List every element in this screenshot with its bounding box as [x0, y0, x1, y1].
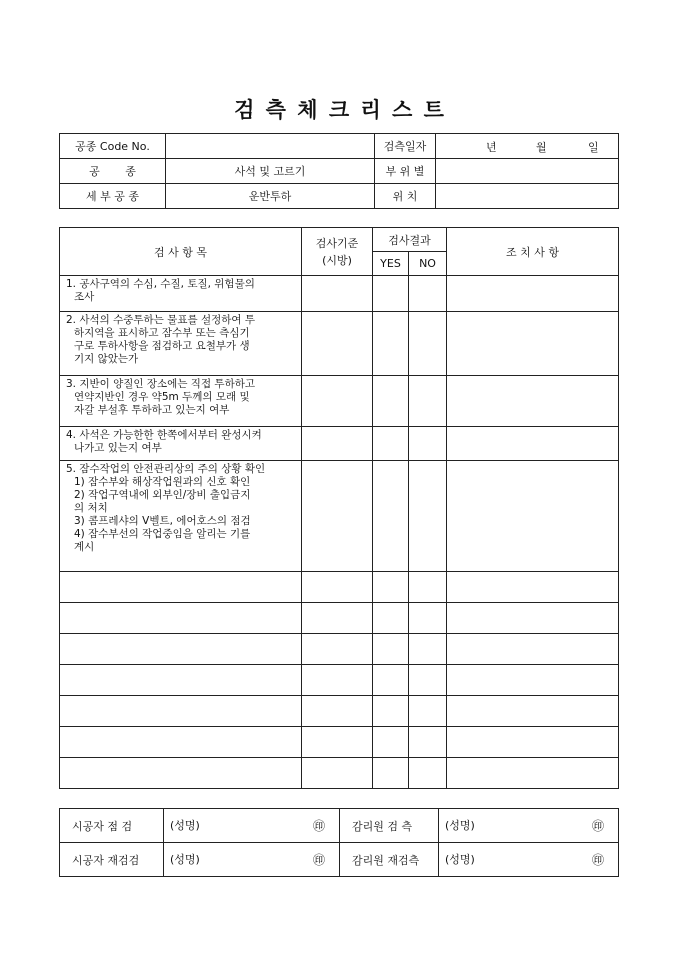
- no-cell[interactable]: [409, 312, 447, 376]
- work-field[interactable]: 사석 및 고르기: [166, 159, 375, 184]
- no-cell[interactable]: [409, 603, 447, 634]
- yes-cell[interactable]: [373, 572, 409, 603]
- col-standard-header: [302, 228, 373, 276]
- action-cell[interactable]: [447, 727, 619, 758]
- code-field[interactable]: [166, 134, 375, 159]
- item-line: 3. 지반이 양질인 장소에는 직접 투하하고: [66, 378, 255, 390]
- empty-item-cell[interactable]: [60, 603, 302, 634]
- item-line: 4. 사석은 가능한한 한쪽에서부터 완성시켜: [66, 429, 262, 441]
- col-yes-header: YES: [373, 252, 409, 276]
- detail-field[interactable]: 운반투하: [166, 184, 375, 209]
- location-label: 위 치: [375, 184, 436, 209]
- item-line: 하지역을 표시하고 잠수부 또는 측심기: [74, 327, 250, 339]
- yes-cell[interactable]: [373, 727, 409, 758]
- month-label: 월: [536, 141, 547, 154]
- page-title: 검 측 체 크 리 스 트: [234, 97, 446, 122]
- check-item-3: [60, 376, 302, 427]
- check-item-4: [60, 427, 302, 461]
- yes-cell[interactable]: [373, 665, 409, 696]
- inspection-table: [59, 227, 619, 789]
- item-line: 조사: [74, 291, 95, 303]
- yes-cell[interactable]: [373, 312, 409, 376]
- day-label: 일: [588, 141, 599, 154]
- action-cell[interactable]: [447, 665, 619, 696]
- no-cell[interactable]: [409, 696, 447, 727]
- yes-cell[interactable]: [373, 634, 409, 665]
- code-label: 공종 Code No.: [60, 134, 166, 159]
- standard-cell[interactable]: [302, 572, 373, 603]
- check-item-5: [60, 461, 302, 572]
- no-cell[interactable]: [409, 461, 447, 572]
- standard-cell[interactable]: [302, 276, 373, 312]
- part-label: 부 위 별: [375, 159, 436, 184]
- no-cell[interactable]: [409, 665, 447, 696]
- col-result-header: 검사결과: [373, 228, 447, 252]
- signature-table: [59, 808, 619, 877]
- seal-mark: ㊞: [591, 819, 604, 833]
- standard-cell[interactable]: [302, 427, 373, 461]
- item-line: 3) 콤프레샤의 V벨트, 에어호스의 점검: [74, 515, 251, 527]
- detail-label: 세 부 공 종: [60, 184, 166, 209]
- standard-cell[interactable]: [302, 376, 373, 427]
- action-cell[interactable]: [447, 696, 619, 727]
- name-placeholder: (성명): [445, 853, 475, 866]
- empty-item-cell[interactable]: [60, 634, 302, 665]
- empty-item-cell[interactable]: [60, 665, 302, 696]
- no-cell[interactable]: [409, 427, 447, 461]
- empty-item-cell[interactable]: [60, 758, 302, 789]
- yes-cell[interactable]: [373, 696, 409, 727]
- item-line: 4) 잠수부선의 작업중임을 알리는 기를: [74, 528, 251, 540]
- standard-cell[interactable]: [302, 634, 373, 665]
- action-cell[interactable]: [447, 634, 619, 665]
- date-field[interactable]: [436, 134, 619, 159]
- action-cell[interactable]: [447, 572, 619, 603]
- contractor-recheck-sign[interactable]: [164, 843, 340, 877]
- supervisor-recheck-label: 감리원 재검측: [340, 843, 439, 877]
- standard-cell[interactable]: [302, 758, 373, 789]
- check-item-1: [60, 276, 302, 312]
- col-item-header: 검 사 항 목: [60, 228, 302, 276]
- action-cell[interactable]: [447, 376, 619, 427]
- action-cell[interactable]: [447, 427, 619, 461]
- name-placeholder: (성명): [170, 819, 200, 832]
- col-action-header: 조 치 사 항: [447, 228, 619, 276]
- action-cell[interactable]: [447, 312, 619, 376]
- no-cell[interactable]: [409, 634, 447, 665]
- item-line: 자갈 부설후 투하하고 있는지 여부: [74, 404, 230, 416]
- standard-cell[interactable]: [302, 665, 373, 696]
- item-line: 1. 공사구역의 수심, 수질, 토질, 위험물의: [66, 278, 255, 290]
- name-placeholder: (성명): [170, 853, 200, 866]
- no-cell[interactable]: [409, 376, 447, 427]
- item-line: 연약지반인 경우 약5m 두께의 모래 및: [74, 391, 250, 403]
- no-cell[interactable]: [409, 758, 447, 789]
- standard-cell[interactable]: [302, 603, 373, 634]
- empty-item-cell[interactable]: [60, 572, 302, 603]
- action-cell[interactable]: [447, 276, 619, 312]
- item-line: 기지 않았는가: [74, 353, 139, 365]
- no-cell[interactable]: [409, 276, 447, 312]
- yes-cell[interactable]: [373, 603, 409, 634]
- seal-mark: ㊞: [312, 819, 325, 833]
- seal-mark: ㊞: [312, 853, 325, 867]
- year-label: 년: [486, 141, 497, 154]
- action-cell[interactable]: [447, 758, 619, 789]
- name-placeholder: (성명): [445, 819, 475, 832]
- item-line: 2) 작업구역내에 외부인/장비 출입금지: [74, 489, 251, 501]
- yes-cell[interactable]: [373, 758, 409, 789]
- supervisor-recheck-sign[interactable]: [439, 843, 619, 877]
- supervisor-check-label: 감리원 검 측: [340, 809, 439, 843]
- header-table: [59, 133, 619, 209]
- contractor-check-label: 시공자 점 검: [60, 809, 164, 843]
- no-cell[interactable]: [409, 572, 447, 603]
- item-line: 구로 투하사항을 점검하고 요철부가 생: [74, 340, 250, 352]
- yes-cell[interactable]: [373, 427, 409, 461]
- col-standard-label-2: (시방): [322, 253, 352, 267]
- item-line: 2. 사석의 수중투하는 물표를 설정하여 투: [66, 314, 255, 326]
- check-item-2: [60, 312, 302, 376]
- yes-cell[interactable]: [373, 276, 409, 312]
- item-line: 1) 잠수부와 해상작업원과의 신호 확인: [74, 476, 251, 488]
- work-label: 공 종: [60, 159, 166, 184]
- supervisor-check-sign[interactable]: [439, 809, 619, 843]
- location-field[interactable]: [436, 184, 619, 209]
- item-line: 계시: [74, 541, 95, 553]
- contractor-check-sign[interactable]: [164, 809, 340, 843]
- item-line: 나가고 있는지 여부: [74, 442, 162, 454]
- standard-cell[interactable]: [302, 727, 373, 758]
- seal-mark: ㊞: [591, 853, 604, 867]
- date-label: 검측일자: [375, 134, 436, 159]
- contractor-recheck-label: 시공자 재검검: [60, 843, 164, 877]
- standard-cell[interactable]: [302, 696, 373, 727]
- no-cell[interactable]: [409, 727, 447, 758]
- item-line: 5. 잠수작업의 안전관리상의 주의 상황 확인: [66, 463, 266, 475]
- standard-cell[interactable]: [302, 312, 373, 376]
- action-cell[interactable]: [447, 603, 619, 634]
- col-no-header: NO: [409, 252, 447, 276]
- yes-cell[interactable]: [373, 376, 409, 427]
- empty-item-cell[interactable]: [60, 696, 302, 727]
- part-field[interactable]: [436, 159, 619, 184]
- item-line: 의 처치: [74, 502, 108, 514]
- empty-item-cell[interactable]: [60, 727, 302, 758]
- col-standard-label-1: 검사기준: [315, 236, 359, 250]
- action-cell[interactable]: [447, 461, 619, 572]
- yes-cell[interactable]: [373, 461, 409, 572]
- standard-cell[interactable]: [302, 461, 373, 572]
